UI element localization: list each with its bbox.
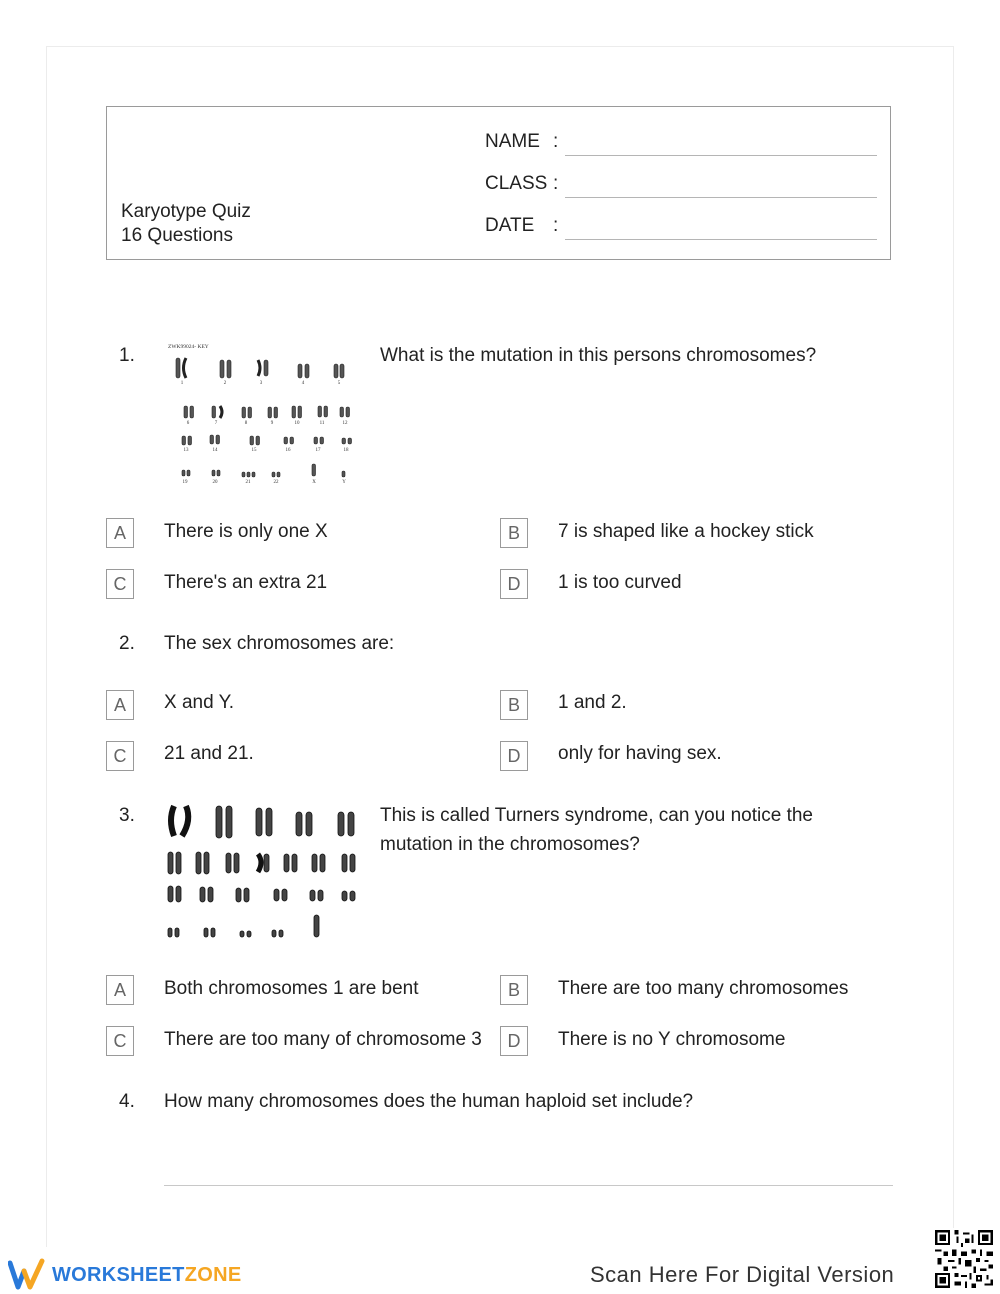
q3-option-c-box[interactable]: C (106, 1026, 134, 1056)
question-4-answer-line[interactable] (164, 1185, 893, 1186)
q1-option-d-box[interactable]: D (500, 569, 528, 599)
logo-text-zone: ZONE (184, 1264, 242, 1286)
question-3-number: 3. (119, 805, 135, 826)
karyotype-label: 12 (342, 421, 348, 426)
q1-option-b-text: 7 is shaped like a hockey stick (558, 521, 814, 542)
q2-option-d-box[interactable]: D (500, 741, 528, 771)
q2-option-c-box[interactable]: C (106, 741, 134, 771)
q1-option-b-box[interactable]: B (500, 518, 528, 548)
karyotype-label: 2 (223, 381, 227, 386)
worksheetzone-logo-text (52, 1264, 241, 1287)
date-label: DATE (485, 215, 535, 236)
karyotype-label: 10 (294, 421, 300, 426)
karyotype-label: 19 (182, 480, 188, 485)
question-3-text-line-2: mutation in the chromosomes? (380, 834, 640, 855)
q3-option-b-text: There are too many chromosomes (558, 978, 849, 999)
q3-option-b-box[interactable]: B (500, 975, 528, 1005)
question-2-text: The sex chromosomes are: (164, 633, 395, 654)
karyotype-label: 1 (180, 381, 184, 386)
q3-option-a-text: Both chromosomes 1 are bent (164, 978, 419, 999)
q1-option-c-text: There's an extra 21 (164, 572, 328, 593)
date-colon: : (553, 215, 559, 236)
class-label: CLASS (485, 173, 548, 194)
quiz-title: Karyotype Quiz (121, 201, 251, 222)
question-1-number: 1. (119, 345, 135, 366)
class-colon: : (553, 173, 559, 194)
karyotype-label: 11 (319, 421, 325, 426)
q2-option-a-box[interactable]: A (106, 690, 134, 720)
q1-option-a-text: There is only one X (164, 521, 328, 542)
karyotype-label: 7 (214, 421, 218, 426)
question-4-number: 4. (119, 1091, 135, 1112)
question-3-text (380, 801, 860, 859)
logo-text-worksheet: WORKSHEET (52, 1264, 185, 1286)
q2-option-b-box[interactable]: B (500, 690, 528, 720)
question-1-text: What is the mutation in this persons chromosomes? (380, 345, 817, 366)
karyotype-label: 22 (273, 480, 279, 485)
date-field[interactable] (565, 239, 877, 240)
header-box (106, 106, 891, 260)
q3-option-a-box[interactable]: A (106, 975, 134, 1005)
name-label: NAME (485, 131, 540, 152)
karyotype-label: 4 (301, 381, 305, 386)
karyotype-key-label: ZWK99024- KEY (168, 344, 209, 350)
karyotype-label: 15 (251, 448, 257, 453)
karyotype-label: 16 (285, 448, 291, 453)
karyotype-label: 6 (186, 421, 190, 426)
q3-option-d-box[interactable]: D (500, 1026, 528, 1056)
q3-option-c-text: There are too many of chromosome 3 (164, 1029, 482, 1050)
karyotype-label: 20 (212, 480, 218, 485)
karyotype-label: Y (342, 480, 346, 485)
class-field[interactable] (565, 197, 877, 198)
karyotype-label: 5 (337, 381, 341, 386)
q1-option-a-box[interactable]: A (106, 518, 134, 548)
karyotype-image-1 (164, 340, 360, 488)
question-4-text: How many chromosomes does the human haploid set include? (164, 1091, 694, 1112)
karyotype-label: 18 (343, 448, 349, 453)
karyotype-label: 13 (183, 448, 189, 453)
karyotype-label: 17 (315, 448, 321, 453)
q2-option-a-text: X and Y. (164, 692, 235, 713)
q1-option-c-box[interactable]: C (106, 569, 134, 599)
question-2-number: 2. (119, 633, 135, 654)
q3-option-d-text: There is no Y chromosome (558, 1029, 786, 1050)
scan-caption: Scan Here For Digital Version (590, 1262, 895, 1287)
karyotype-image-3 (164, 800, 364, 950)
worksheetzone-logo-icon (8, 1257, 48, 1291)
karyotype-label: 3 (259, 381, 263, 386)
karyotype-label: X (312, 480, 316, 485)
karyotype-label: 8 (244, 421, 248, 426)
q2-option-c-text: 21 and 21. (164, 743, 254, 764)
q2-option-d-text: only for having sex. (558, 743, 722, 764)
karyotype-label: 14 (212, 448, 218, 453)
question-count: 16 Questions (121, 225, 233, 246)
q1-option-d-text: 1 is too curved (558, 572, 682, 593)
karyotype-label: 9 (270, 421, 274, 426)
karyotype-label: 21 (245, 480, 251, 485)
name-colon: : (553, 131, 559, 152)
q2-option-b-text: 1 and 2. (558, 692, 627, 713)
qr-code-icon[interactable] (933, 1228, 995, 1290)
name-field[interactable] (565, 155, 877, 156)
question-3-text-line-1: This is called Turners syndrome, can you notice the (380, 805, 813, 826)
